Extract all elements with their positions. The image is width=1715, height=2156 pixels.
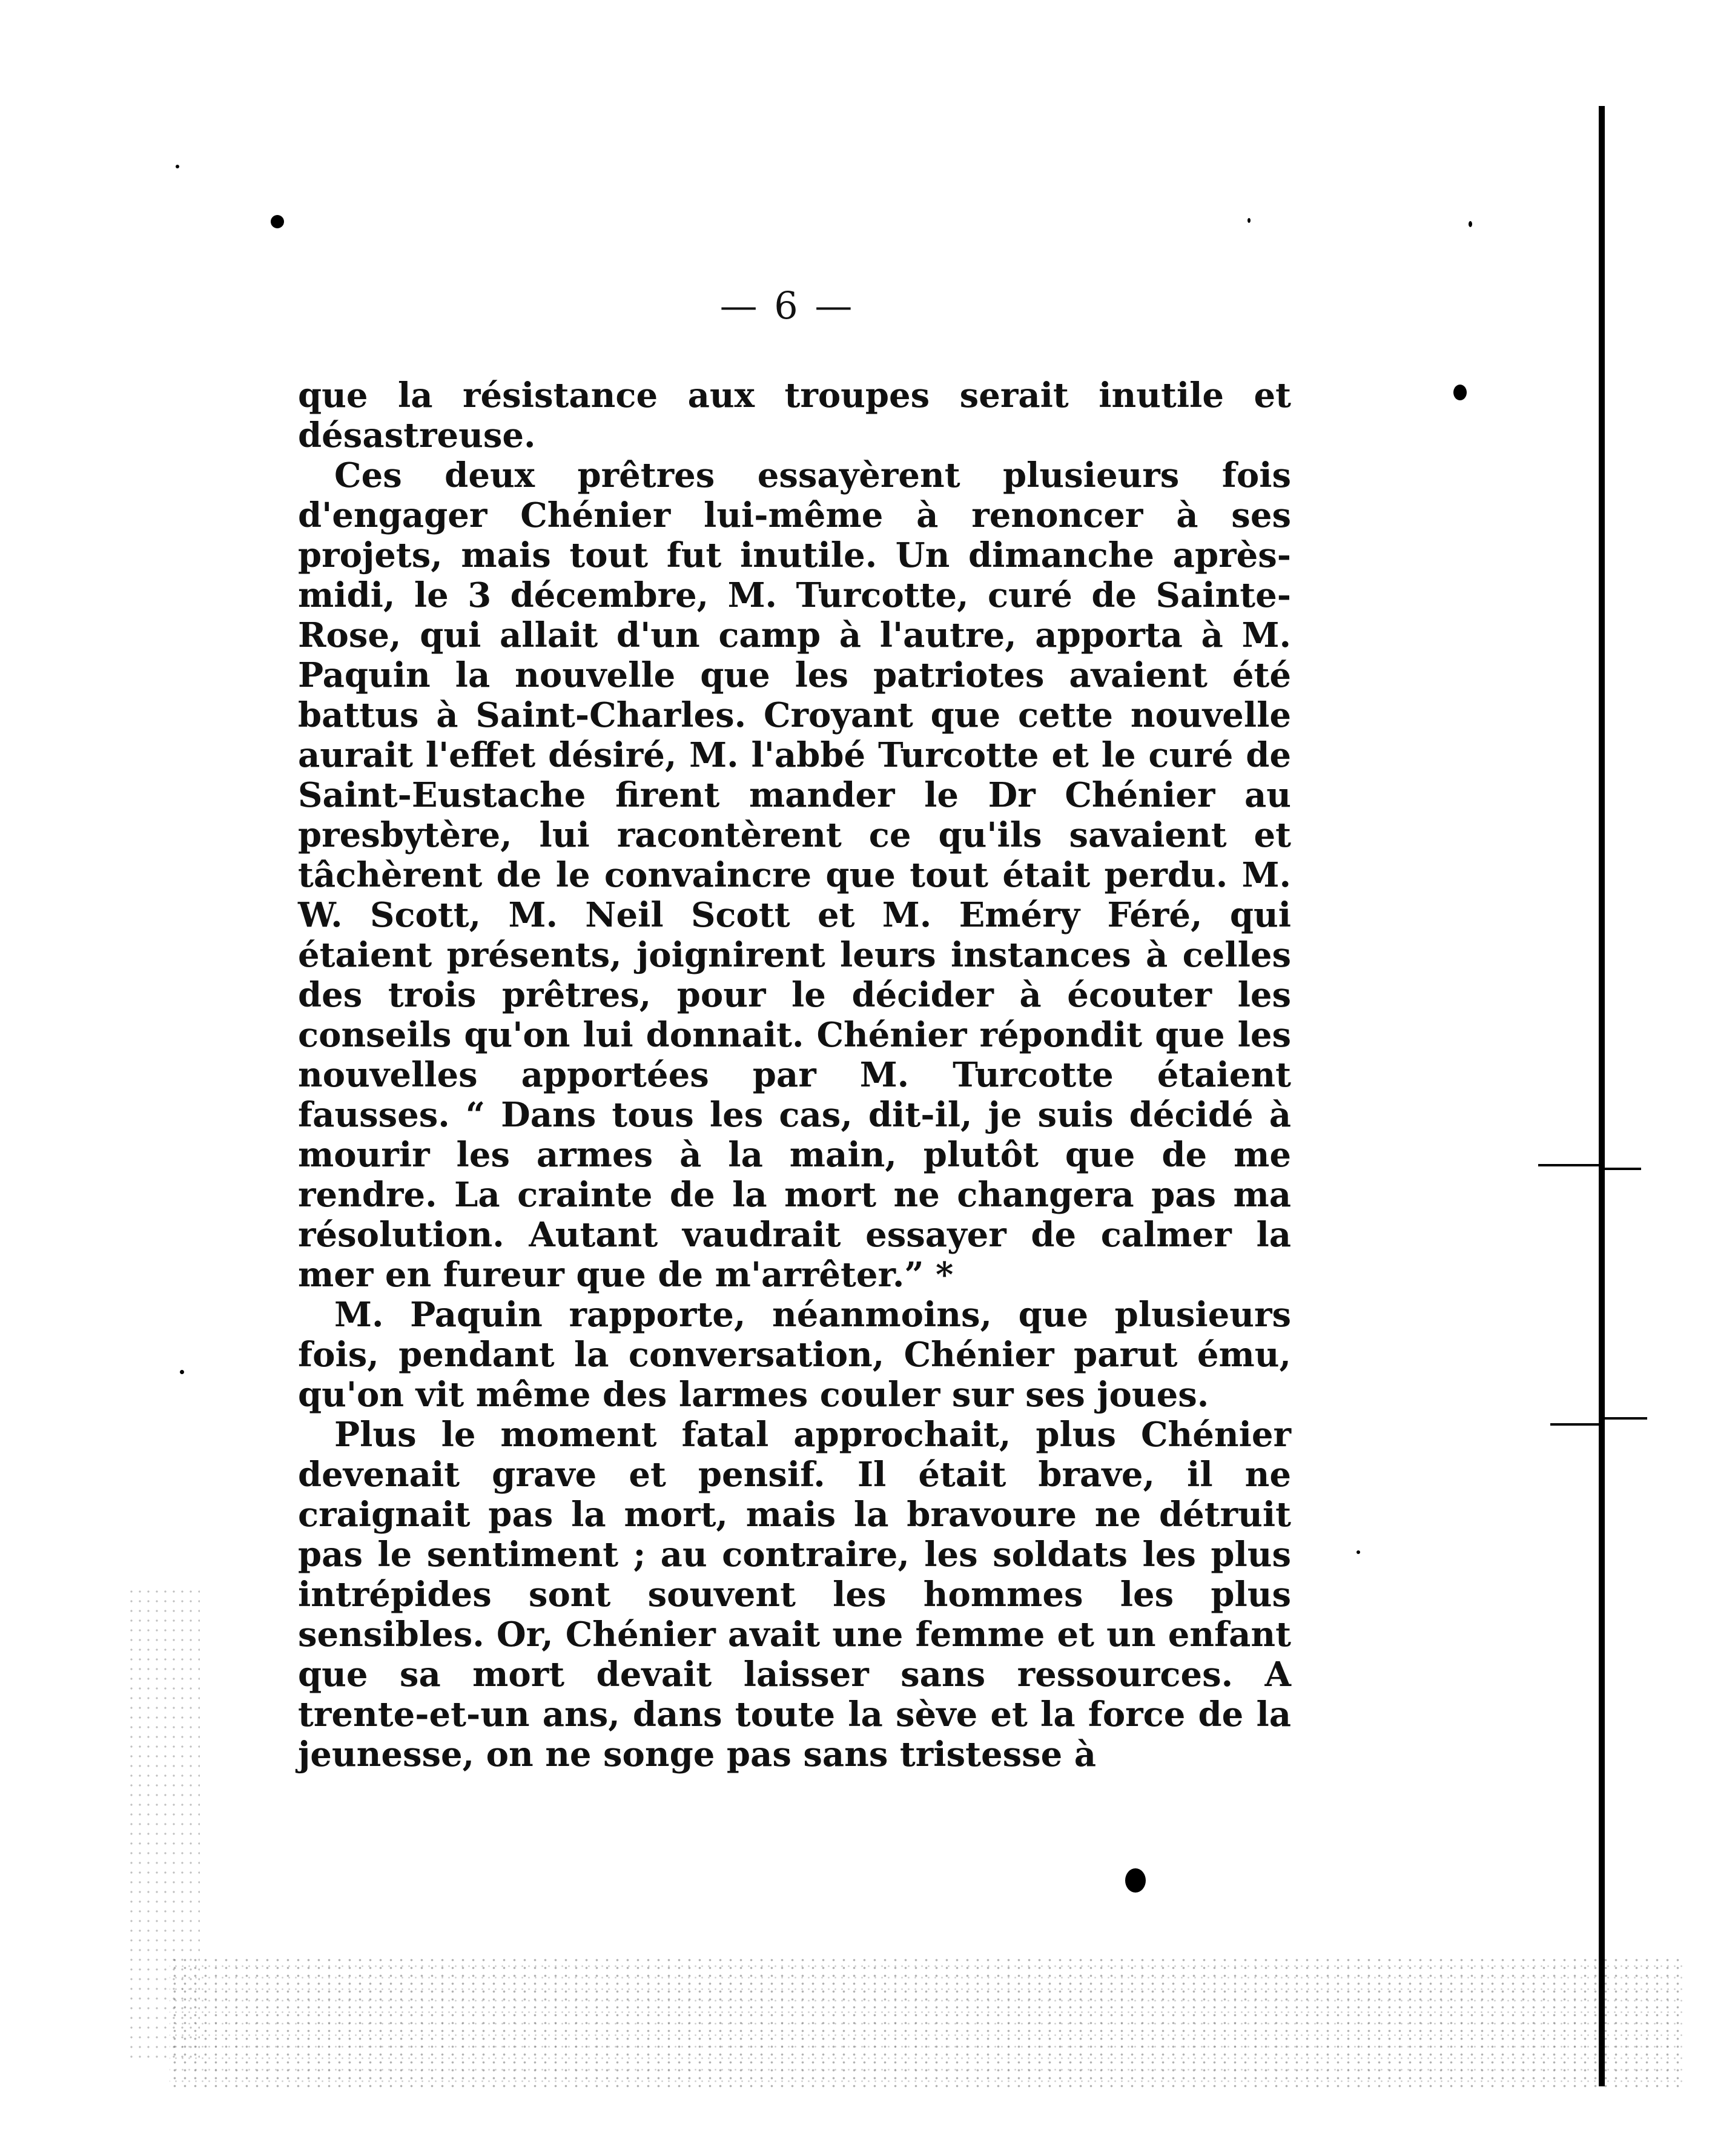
margin-rule [1599, 106, 1605, 2086]
ink-speck [1125, 1868, 1146, 1893]
paragraph-3: M. Paquin rapporte, néanmoins, que plusieurs fois, pendant la conversation, Chénier parut ému, qu'on vit même des larmes couler sur ses joues. [298, 1295, 1291, 1415]
paragraph-2: Ces deux prêtres essayèrent plusieurs fois d'engager Chénier lui-même à renoncer à ses projets, mais tout fut inutile. Un dimanche après-midi, le 3 décembre, M. Turcotte, curé de Sainte-Rose, qui allait d'un camp à l'autre, apporta à M. Paquin la nouvelle que les patriotes avaient été battus à Saint-Charles. Croyant que cette nouvelle aurait l'effet désiré, M. l'abbé Turcotte et le curé de Saint-Eustache firent mander le Dr Chénier au presbytère, lui racontèrent ce qu'ils savaient et tâchèrent de le convaincre que tout était perdu. M. W. Scott, M. Neil Scott et M. Eméry Féré, qui étaient présents, joignirent leurs instances à celles des trois prêtres, pour le décider à écouter les conseils qu'on lui donnait. Chénier répondit que les nouvelles apportées par M. Turcotte étaient fausses. “ Dans tous les cas, dit-il, je suis décidé à mourir les armes à la main, plutôt que de me rendre. La crainte de la mort ne changera pas ma résolution. Autant vaudrait essayer de calmer la mer en fureur que de m'arrêter.” * [298, 455, 1291, 1295]
rule-mark [1605, 1168, 1641, 1170]
body-text [298, 375, 1291, 1774]
rule-mark [1550, 1423, 1605, 1426]
rule-mark [1538, 1164, 1605, 1166]
ink-speck [180, 1370, 184, 1374]
ink-speck [271, 215, 284, 228]
ink-speck [1453, 385, 1467, 400]
paragraph-1: que la résistance aux troupes serait inutile et désastreuse. [298, 375, 1291, 455]
scan-noise [170, 1956, 1684, 2089]
scan-noise [127, 1587, 200, 2059]
page-number: — 6 — [719, 283, 855, 328]
ink-speck [176, 165, 179, 168]
ink-speck [1356, 1550, 1360, 1554]
ink-speck [1469, 221, 1472, 227]
ink-speck [1247, 218, 1251, 223]
rule-mark [1605, 1417, 1647, 1420]
paragraph-4: Plus le moment fatal approchait, plus Chénier devenait grave et pensif. Il était brave, il ne craignait pas la mort, mais la bravoure ne détruit pas le sentiment ; au contraire, les soldats les plus intrépides sont souvent les hommes les plus sensibles. Or, Chénier avait une femme et un enfant que sa mort devait laisser sans ressources. A trente-et-un ans, dans toute la sève et la force de la jeunesse, on ne songe pas sans tristesse à [298, 1415, 1291, 1774]
